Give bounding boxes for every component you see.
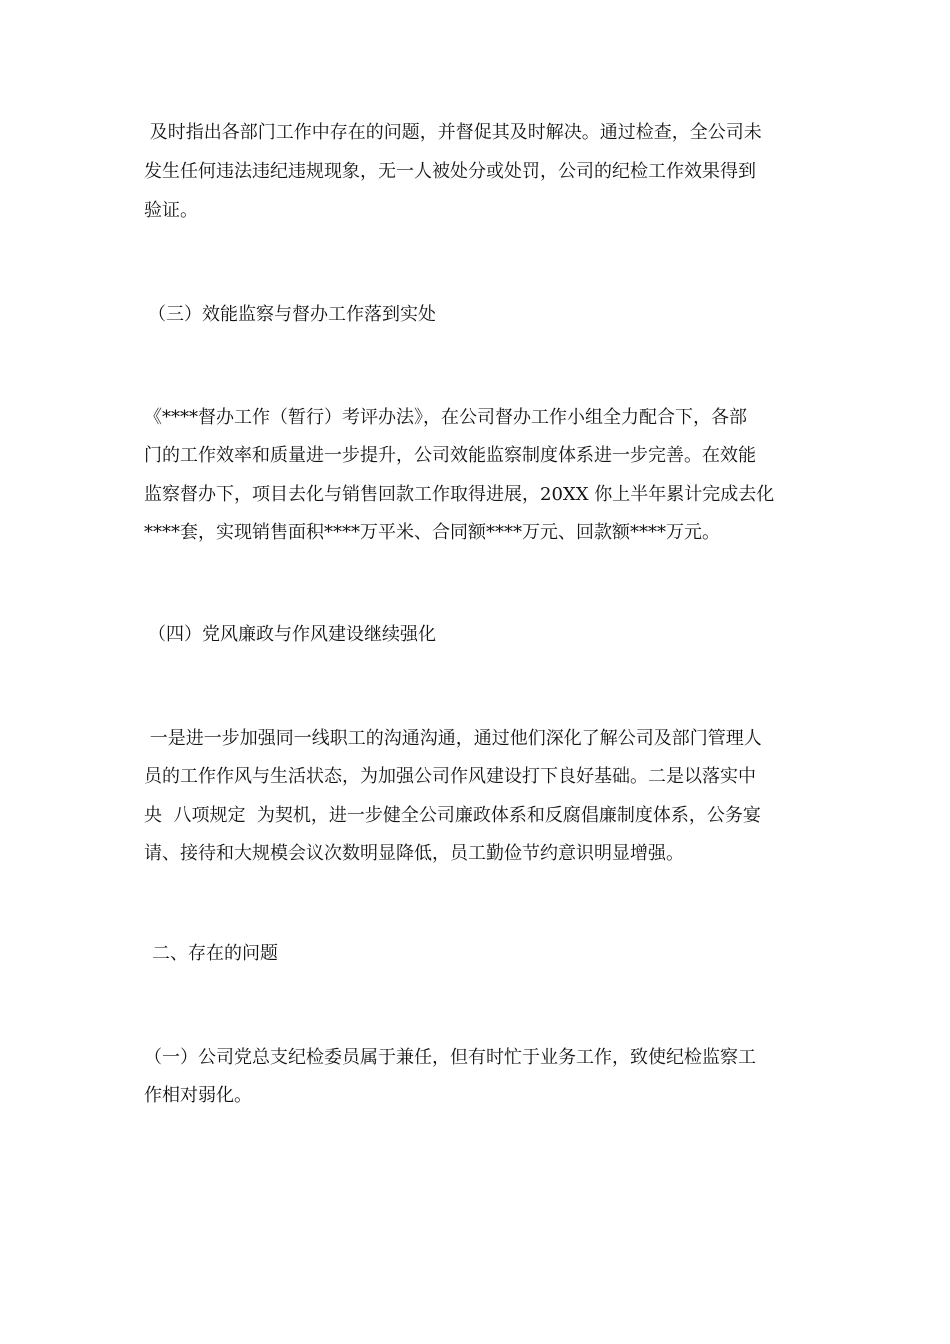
paragraph-line: 门的工作效率和质量进一步提升，公司效能监察制度体系进一步完善。在效能 (144, 445, 756, 466)
paragraph-line: 请、接待和大规模会议次数明显降低，员工勤俭节约意识明显增强。 (144, 843, 684, 864)
paragraph-line: 员的工作作风与生活状态，为加强公司作风建设打下良好基础。二是以落实中 (144, 766, 756, 787)
paragraph-line: ****套，实现销售面积****万平米、合同额****万元、回款额****万元。 (144, 522, 720, 543)
paragraph-line: 《****督办工作（暂行）考评办法》，在公司督办工作小组全力配合下，各部 (144, 407, 747, 428)
paragraph-line: 作相对弱化。 (144, 1085, 252, 1106)
subheading-3: （三）效能监察与督办工作落到实处 (148, 304, 436, 325)
section-heading: 二、存在的问题 (152, 943, 278, 964)
paragraph-line: 及时指出各部门工作中存在的问题，并督促其及时解决。通过检查，全公司未 (144, 122, 762, 143)
subheading-4: （四）党风廉政与作风建设继续强化 (148, 624, 436, 645)
paragraph-line: （一）公司党总支纪检委员属于兼任，但有时忙于业务工作，致使纪检监察工 (144, 1047, 756, 1068)
paragraph-line: 验证。 (144, 200, 198, 221)
paragraph-line: 发生任何违法违纪违规现象，无一人被处分或处罚，公司的纪检工作效果得到 (144, 161, 756, 182)
paragraph-line: 一是进一步加强同一线职工的沟通沟通，通过他们深化了解公司及部门管理人 (144, 728, 762, 749)
paragraph-line: 监察督办下，项目去化与销售回款工作取得进展，20XX 你上半年累计完成去化 (144, 484, 775, 505)
paragraph-line: 央 八项规定 为契机，进一步健全公司廉政体系和反腐倡廉制度体系，公务宴 (144, 805, 761, 826)
